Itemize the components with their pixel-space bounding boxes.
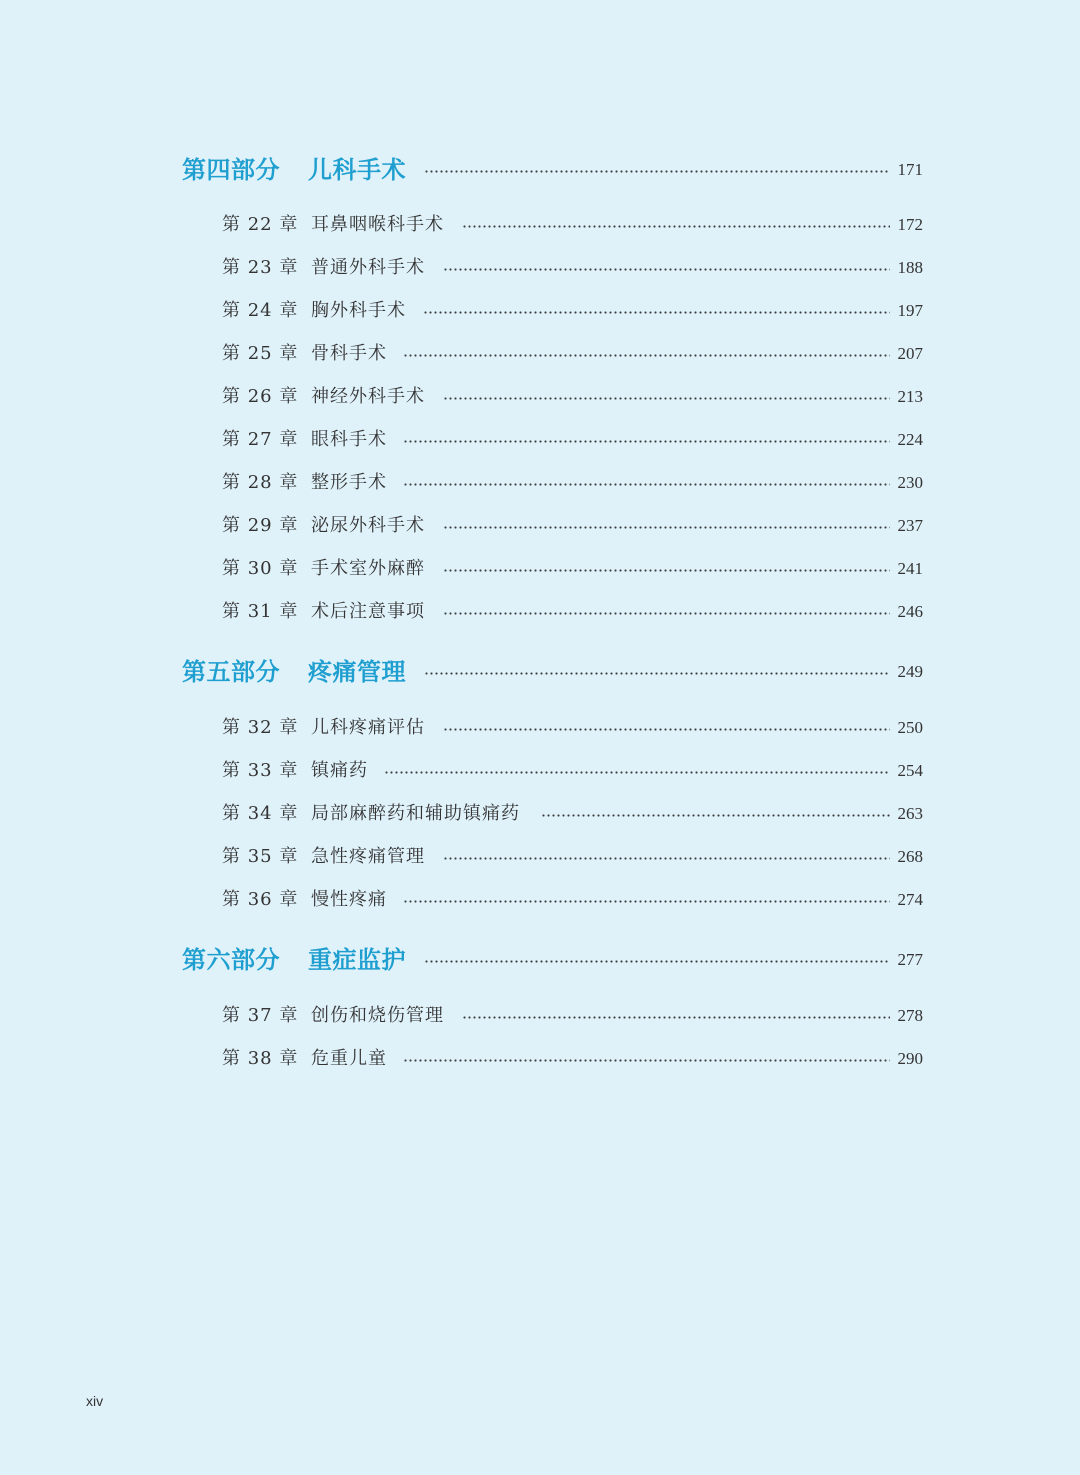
chapter-label: 第 31 章 <box>222 601 299 622</box>
page-number: 254 <box>897 761 923 780</box>
dot-leader <box>462 225 890 228</box>
chapter-title: 耳鼻咽喉科手术 <box>311 214 444 235</box>
chapter-label: 第 25 章 <box>222 343 299 364</box>
page-number: 172 <box>897 215 923 234</box>
page-number: 274 <box>897 890 923 909</box>
chapter-title: 普通外科手术 <box>311 257 425 278</box>
part-title: 重症监护 <box>308 946 406 974</box>
toc-part-5[interactable] <box>0 652 1080 692</box>
toc-chapter-34[interactable] <box>0 799 1080 829</box>
page-number: 290 <box>897 1049 923 1068</box>
toc-chapter-24[interactable] <box>0 296 1080 326</box>
dot-leader <box>424 960 890 963</box>
chapter-title: 儿科疼痛评估 <box>311 717 425 738</box>
chapter-title: 胸外科手术 <box>311 300 406 321</box>
chapter-title: 危重儿童 <box>311 1048 387 1069</box>
chapter-label: 第 35 章 <box>222 846 299 867</box>
toc-chapter-30[interactable] <box>0 554 1080 584</box>
page-number: 188 <box>897 258 923 277</box>
page-number: 207 <box>897 344 923 363</box>
part-label: 第五部分 <box>182 658 280 686</box>
page-number: 277 <box>897 950 923 969</box>
toc-chapter-29[interactable] <box>0 511 1080 541</box>
page-number: 246 <box>897 602 923 621</box>
toc-chapter-32[interactable] <box>0 713 1080 743</box>
dot-leader <box>403 900 890 903</box>
page-number: 250 <box>897 718 923 737</box>
part-label: 第四部分 <box>182 156 280 184</box>
chapter-title: 泌尿外科手术 <box>311 515 425 536</box>
chapter-label: 第 26 章 <box>222 386 299 407</box>
chapter-title: 神经外科手术 <box>311 386 425 407</box>
dot-leader <box>443 857 890 860</box>
chapter-title: 创伤和烧伤管理 <box>311 1005 444 1026</box>
page-number: 171 <box>897 160 923 179</box>
dot-leader <box>443 612 890 615</box>
page-number: 237 <box>897 516 923 535</box>
toc-chapter-36[interactable] <box>0 885 1080 915</box>
dot-leader <box>403 1059 890 1062</box>
page-number: 230 <box>897 473 923 492</box>
page-folio: xiv <box>86 1393 104 1409</box>
chapter-label: 第 32 章 <box>222 717 299 738</box>
toc-chapter-25[interactable] <box>0 339 1080 369</box>
dot-leader <box>403 483 890 486</box>
dot-leader <box>403 354 890 357</box>
chapter-title: 慢性疼痛 <box>311 889 387 910</box>
chapter-label: 第 34 章 <box>222 803 299 824</box>
chapter-title: 急性疼痛管理 <box>311 846 425 867</box>
chapter-title: 术后注意事项 <box>311 601 425 622</box>
part-label: 第六部分 <box>182 946 280 974</box>
toc-chapter-23[interactable] <box>0 253 1080 283</box>
page-number: 197 <box>897 301 923 320</box>
page-number: 268 <box>897 847 923 866</box>
chapter-label: 第 30 章 <box>222 558 299 579</box>
page-number: 278 <box>897 1006 923 1025</box>
dot-leader <box>403 440 890 443</box>
toc-chapter-37[interactable] <box>0 1001 1080 1031</box>
dot-leader <box>443 569 890 572</box>
page-number: 241 <box>897 559 923 578</box>
part-title: 儿科手术 <box>308 156 406 184</box>
page-number: 224 <box>897 430 923 449</box>
page-number: 213 <box>897 387 923 406</box>
chapter-label: 第 27 章 <box>222 429 299 450</box>
page-number: 249 <box>897 662 923 681</box>
toc-chapter-22[interactable] <box>0 210 1080 240</box>
dot-leader <box>424 170 890 173</box>
chapter-label: 第 36 章 <box>222 889 299 910</box>
chapter-title: 骨科手术 <box>311 343 387 364</box>
chapter-title: 局部麻醉药和辅助镇痛药 <box>311 803 520 824</box>
chapter-title: 镇痛药 <box>311 760 368 781</box>
chapter-label: 第 38 章 <box>222 1048 299 1069</box>
dot-leader <box>443 526 890 529</box>
toc-chapter-26[interactable] <box>0 382 1080 412</box>
toc-chapter-35[interactable] <box>0 842 1080 872</box>
chapter-label: 第 33 章 <box>222 760 299 781</box>
dot-leader <box>541 814 890 817</box>
chapter-label: 第 22 章 <box>222 214 299 235</box>
toc-chapter-27[interactable] <box>0 425 1080 455</box>
dot-leader <box>462 1016 890 1019</box>
chapter-label: 第 23 章 <box>222 257 299 278</box>
toc-chapter-28[interactable] <box>0 468 1080 498</box>
chapter-title: 眼科手术 <box>311 429 387 450</box>
page-number: 263 <box>897 804 923 823</box>
dot-leader <box>443 728 890 731</box>
toc-part-4[interactable] <box>0 150 1080 190</box>
dot-leader <box>384 771 890 774</box>
dot-leader <box>443 397 890 400</box>
chapter-label: 第 24 章 <box>222 300 299 321</box>
chapter-label: 第 28 章 <box>222 472 299 493</box>
chapter-title: 整形手术 <box>311 472 387 493</box>
chapter-label: 第 37 章 <box>222 1005 299 1026</box>
toc-chapter-38[interactable] <box>0 1044 1080 1074</box>
dot-leader <box>424 672 890 675</box>
dot-leader <box>423 311 890 314</box>
part-title: 疼痛管理 <box>308 658 406 686</box>
toc-chapter-33[interactable] <box>0 756 1080 786</box>
chapter-label: 第 29 章 <box>222 515 299 536</box>
dot-leader <box>443 268 890 271</box>
toc-chapter-31[interactable] <box>0 597 1080 627</box>
chapter-title: 手术室外麻醉 <box>311 558 425 579</box>
toc-part-6[interactable] <box>0 940 1080 980</box>
